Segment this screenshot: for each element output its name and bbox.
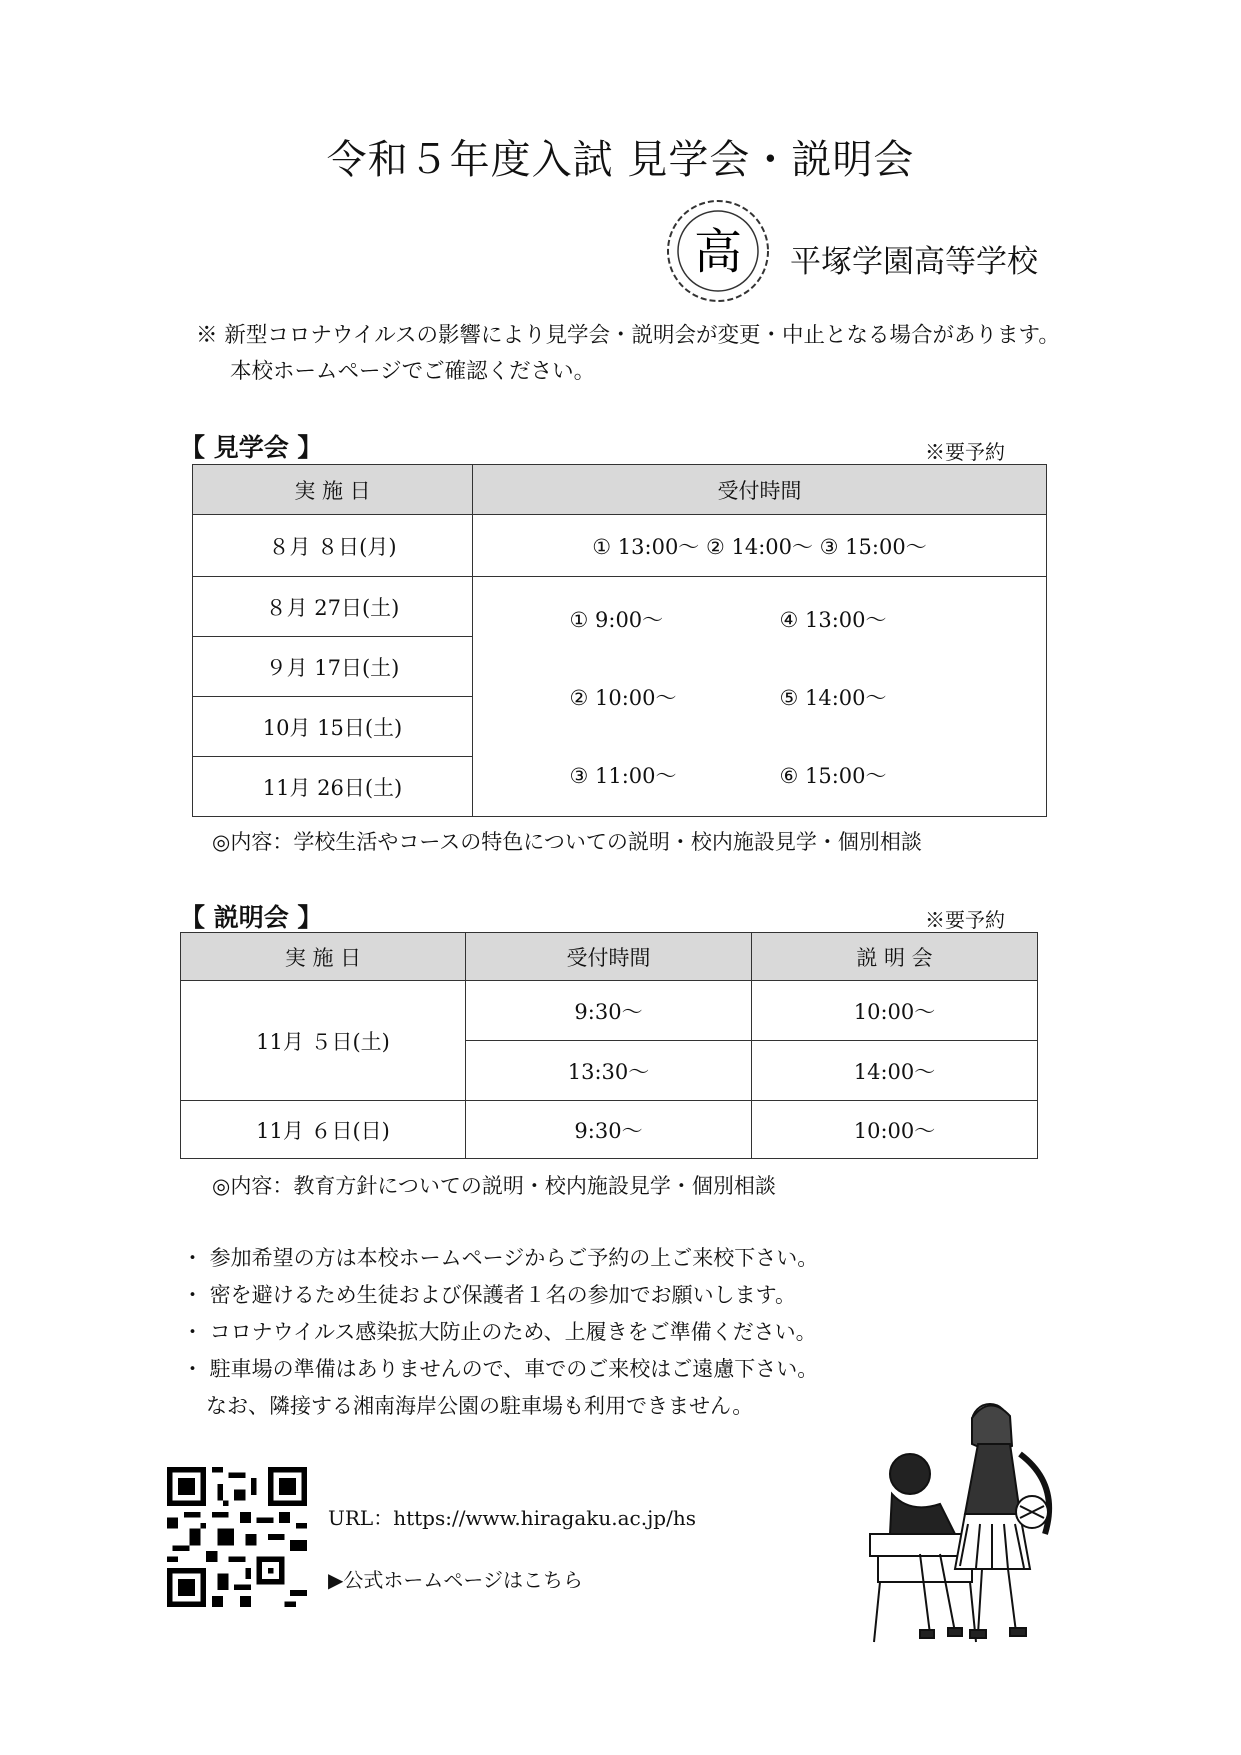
tour-slot: ⑥ 15:00～ (779, 763, 887, 788)
website-url[interactable]: URL：https://www.hiragaku.ac.jp/hs (328, 1506, 696, 1530)
briefing-reception: 9:30～ (466, 981, 752, 1041)
list-item-continuation: なお、隣接する湘南海岸公園の駐車場も利用できません。 (206, 1394, 754, 1418)
list-item: ・ コロナウイルス感染拡大防止のため、上履きをご準備ください。 (182, 1320, 817, 1344)
tour-times: ① 13:00～ ② 14:00～ ③ 15:00～ (473, 515, 1047, 577)
notes-list (182, 1240, 818, 1425)
notice-line-1: ※ 新型コロナウイルスの影響により見学会・説明会が変更・中止となる場合があります。 (196, 323, 1060, 348)
briefing-row (181, 1101, 1038, 1159)
tour-date: 11月 26日(土) (193, 757, 473, 817)
notice-line-2: 本校ホームページでご確認ください。 (230, 359, 596, 384)
school-seal-logo (665, 198, 771, 304)
briefing-content-note: ◎内容：教育方針についての説明・校内施設見学・個別相談 (212, 1174, 776, 1198)
homepage-link[interactable]: ▶公式ホームページはこちら (328, 1568, 583, 1592)
briefing-reception: 13:30～ (466, 1041, 752, 1101)
tour-slots-cell (473, 577, 1047, 817)
briefing-reservation-note: ※要予約 (925, 908, 1005, 932)
briefing-reception: 9:30～ (466, 1101, 752, 1159)
covid-notice (196, 318, 1060, 390)
tour-row (193, 515, 1047, 577)
tour-slot: ② 10:00～ (569, 685, 677, 710)
tour-header-row (193, 465, 1047, 515)
qr-code[interactable] (167, 1467, 307, 1607)
page-title: 令和５年度入試 見学会・説明会 (326, 137, 915, 183)
briefing-session: 14:00～ (752, 1041, 1038, 1101)
tour-slot: ① 9:00～ (569, 607, 664, 632)
briefing-session: 10:00～ (752, 981, 1038, 1041)
briefing-header-reception: 受付時間 (466, 933, 752, 981)
list-item: ・ 駐車場の準備はありませんので、車でのご来校はご遠慮下さい。 (182, 1357, 819, 1381)
briefing-session: 10:00～ (752, 1101, 1038, 1159)
briefing-heading: 【 説明会 】 (180, 903, 323, 932)
briefing-row (181, 981, 1038, 1041)
tour-reservation-note: ※要予約 (925, 440, 1005, 464)
tour-date: 10月 15日(土) (193, 697, 473, 757)
tour-date: ８月 ８日(月) (193, 515, 473, 577)
tour-content-note: ◎内容：学校生活やコースの特色についての説明・校内施設見学・個別相談 (212, 830, 922, 854)
list-item: ・ 参加希望の方は本校ホームページからご予約の上ご来校下さい。 (182, 1246, 819, 1270)
school-name: 平塚学園高等学校 (790, 244, 1038, 280)
svg-text:高: 高 (693, 224, 743, 280)
list-item: ・ 密を避けるため生徒および保護者１名の参加でお願いします。 (182, 1283, 796, 1307)
tour-heading: 【 見学会 】 (180, 433, 323, 462)
briefing-header-session: 説 明 会 (752, 933, 1038, 981)
tour-slot: ④ 13:00～ (779, 607, 887, 632)
students-illustration (860, 1394, 1075, 1648)
briefing-date: 11月 ５日(土) (181, 981, 466, 1101)
tour-header-date: 実 施 日 (193, 465, 473, 515)
tour-date: ９月 17日(土) (193, 637, 473, 697)
tour-header-time: 受付時間 (473, 465, 1047, 515)
tour-row (193, 577, 1047, 637)
briefing-date: 11月 ６日(日) (181, 1101, 466, 1159)
briefing-header-row (181, 933, 1038, 981)
briefing-table (180, 932, 1038, 1159)
tour-slot: ⑤ 14:00～ (779, 685, 887, 710)
briefing-header-date: 実 施 日 (181, 933, 466, 981)
tour-date: ８月 27日(土) (193, 577, 473, 637)
tour-table (192, 464, 1047, 817)
tour-slot: ③ 11:00～ (569, 763, 677, 788)
